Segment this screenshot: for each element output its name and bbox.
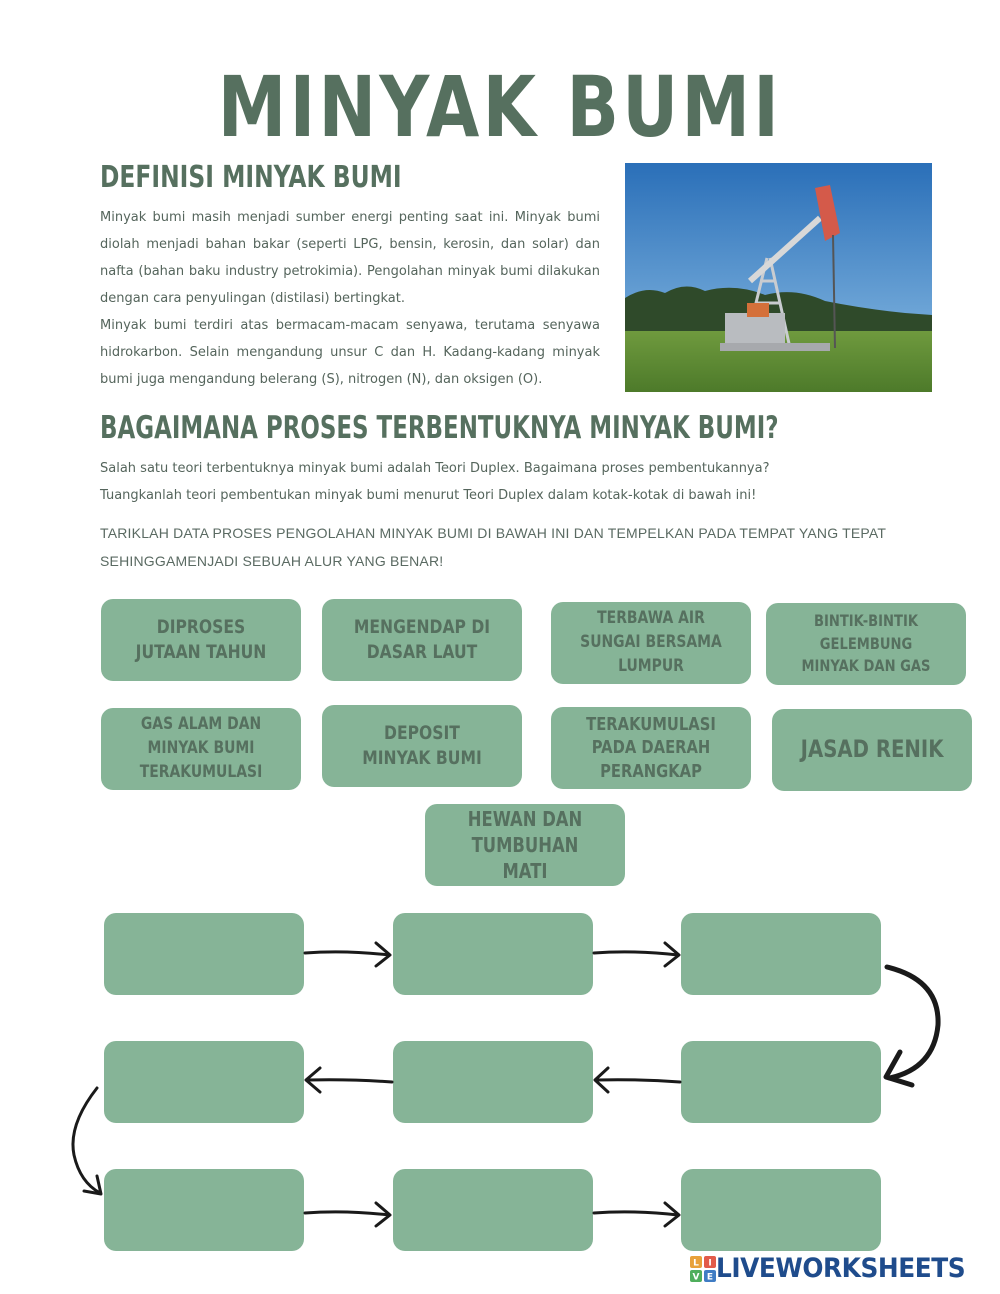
page-title: MINYAK BUMI: [217, 58, 783, 156]
card-hewan-tumbuhan-mati[interactable]: HEWAN DAN TUMBUHAN MATI: [425, 804, 625, 886]
process-heading: BAGAIMANA PROSES TERBENTUKNYA MINYAK BUMI?: [100, 410, 779, 446]
card-mengendap-di-dasar-laut[interactable]: MENGENDAP DI DASAR LAUT: [322, 599, 522, 681]
definition-heading: DEFINISI MINYAK BUMI: [100, 160, 402, 195]
arrow-left-icon: [307, 1080, 392, 1082]
process-line-1: Salah satu teori terbentuknya minyak bumi adalah Teori Duplex. Bagaimana proses pembentukannya?: [100, 461, 770, 476]
card-gas-alam-terakumulasi[interactable]: GAS ALAM DAN MINYAK BUMI TERAKUMULASI: [101, 708, 301, 790]
card-deposit-minyak-bumi[interactable]: DEPOSIT MINYAK BUMI: [322, 705, 522, 787]
svg-text:I: I: [708, 1258, 712, 1268]
liveworksheets-wordmark: LIVEWORKSHEETS: [716, 1253, 966, 1284]
arrow-right-icon: [594, 1212, 678, 1215]
process-line-2: Tuangkanlah teori pembentukan minyak bumi menurut Teori Duplex dalam kotak-kotak di bawah ini!: [100, 488, 757, 503]
card-terakumulasi-perangkap[interactable]: TERAKUMULASI PADA DAERAH PERANGKAP: [551, 707, 751, 789]
curved-arrow-down-icon: [886, 1052, 912, 1085]
card-terbawa-air-sungai[interactable]: TERBAWA AIR SUNGAI BERSAMA LUMPUR: [551, 602, 751, 684]
liveworksheets-brand: [690, 1253, 987, 1284]
instruction-text: TARIKLAH DATA PROSES PENGOLAHAN MINYAK BUMI DI BAWAH INI DAN TEMPELKAN PADA TEMPAT YANG TEPAT SEHINGGAMENJADI SEBUAH ALUR YANG BENAR!: [100, 525, 886, 569]
arrow-right-icon: [305, 1212, 389, 1215]
svg-text:E: E: [706, 1272, 714, 1282]
arrow-left-icon: [596, 1080, 680, 1082]
arrow-right-icon: [305, 952, 389, 955]
liveworksheets-logo-icon: [690, 1256, 716, 1282]
arrow-right-icon: [594, 952, 678, 955]
definition-paragraph-1: Minyak bumi masih menjadi sumber energi penting saat ini. Minyak bumi diolah menjadi bahan bakar (seperti LPG, bensin, kerosin, dan solar) dan nafta (bahan baku industry petrokimia). Pengolahan minyak bumi dilakukan dengan cara penyulingan (distilasi) bertingkat.: [100, 210, 600, 306]
card-bintik-gelembung[interactable]: BINTIK-BINTIK GELEMBUNG MINYAK DAN GAS: [766, 603, 966, 685]
definition-paragraph-2: Minyak bumi terdiri atas bermacam-macam senyawa, terutama senyawa hidrokarbon. Selain mengandung unsur C dan H. Kadang-kadang minyak bumi juga mengandung belerang (S), nitrogen (N), dan oksigen (O).: [100, 318, 600, 387]
svg-text:L: L: [693, 1258, 699, 1268]
svg-text:V: V: [692, 1272, 700, 1282]
card-diproses-jutaan-tahun[interactable]: DIPROSES JUTAAN TAHUN: [101, 599, 301, 681]
card-jasad-renik[interactable]: JASAD RENIK: [772, 709, 972, 791]
